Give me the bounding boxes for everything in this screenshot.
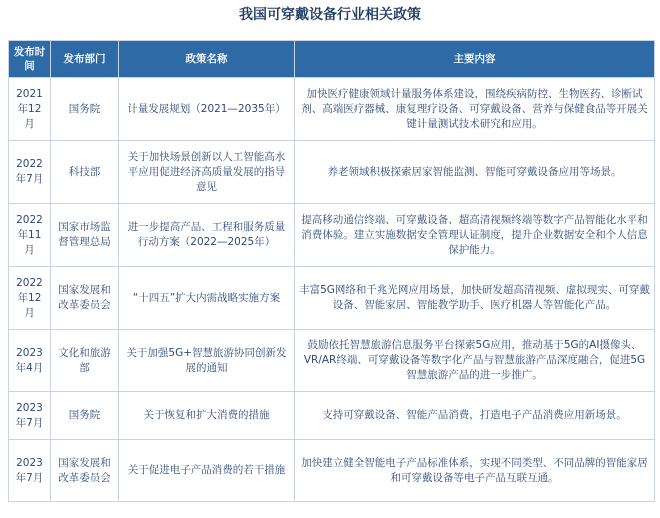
page-title: 我国可穿戴设备行业相关政策: [239, 7, 421, 23]
cell-time: 2022年7月: [9, 141, 51, 204]
table-row: [9, 141, 655, 204]
cell-time: 2022年12月: [9, 267, 51, 330]
table-row: [9, 78, 655, 141]
cell-time: 2023年4月: [9, 330, 51, 392]
cell-content: 提高移动通信终端、可穿戴设备、超高清视频终端等数字产品智能化水平和消费体验。建立实施数据安全管理认证制度，提升企业数据安全和个人信息保护能力。: [295, 204, 655, 267]
cell-content: 鼓励依托智慧旅游信息服务平台探索5G应用，推动基于5G的AI摄像头、VR/AR终端、可穿戴设备等数字化产品与智慧旅游产品深度融合，促进5G智慧旅游产品的进一步推广。: [295, 330, 655, 392]
cell-name: 关于恢复和扩大消费的措施: [119, 392, 295, 440]
table-header-row: [9, 41, 655, 78]
cell-dept: 文化和旅游部: [51, 330, 119, 392]
cell-dept: 国务院: [51, 392, 119, 440]
table-row: [9, 267, 655, 330]
cell-content: 加快建立健全智能电子产品标准体系，实现不同类型、不同品牌的智能家居和可穿戴设备等电子产品互联互通。: [295, 440, 655, 502]
cell-name: 计量发展规划（2021—2035年）: [119, 78, 295, 141]
cell-content: 支持可穿戴设备、智能产品消费，打造电子产品消费应用新场景。: [295, 392, 655, 440]
policy-table: [8, 40, 655, 502]
cell-name: 进一步提高产品、工程和服务质量行动方案（2022—2025年）: [119, 204, 295, 267]
table-row: [9, 204, 655, 267]
cell-content: 加快医疗健康领域计量服务体系建设，围绕疾病防控、生物医药、诊断试剂、高端医疗器械、康复理疗设备、可穿戴设备、营养与保健食品等开展关键计量测试技术研究和应用。: [295, 78, 655, 141]
header-name: 政策名称: [119, 41, 295, 78]
cell-name: 关于加快场景创新以人工智能高水平应用促进经济高质量发展的指导意见: [119, 141, 295, 204]
table-row: [9, 330, 655, 392]
cell-dept: 国家发展和改革委员会: [51, 440, 119, 502]
cell-content: 养老领域积极探索居家智能监测、智能可穿戴设备应用等场景。: [295, 141, 655, 204]
cell-name: “十四五”扩大内需战略实施方案: [119, 267, 295, 330]
cell-dept: 国务院: [51, 78, 119, 141]
cell-content: 丰富5G网络和千兆光网应用场景，加快研发超高清视频、虚拟现实、可穿戴设备、智能家居、智能教学助手、医疗机器人等智能化产品。: [295, 267, 655, 330]
cell-time: 2021年12月: [9, 78, 51, 141]
cell-dept: 国家市场监督管理总局: [51, 204, 119, 267]
cell-name: 关于促进电子产品消费的若干措施: [119, 440, 295, 502]
cell-dept: 科技部: [51, 141, 119, 204]
cell-time: 2023年7月: [9, 392, 51, 440]
cell-time: 2023年7月: [9, 440, 51, 502]
table-row: [9, 392, 655, 440]
cell-dept: 国家发展和改革委员会: [51, 267, 119, 330]
table-row: [9, 440, 655, 502]
header-content: 主要内容: [295, 41, 655, 78]
cell-name: 关于加强5G+智慧旅游协同创新发展的通知: [119, 330, 295, 392]
header-dept: 发布部门: [51, 41, 119, 78]
header-time: 发布时间: [9, 41, 51, 78]
cell-time: 2022年11月: [9, 204, 51, 267]
